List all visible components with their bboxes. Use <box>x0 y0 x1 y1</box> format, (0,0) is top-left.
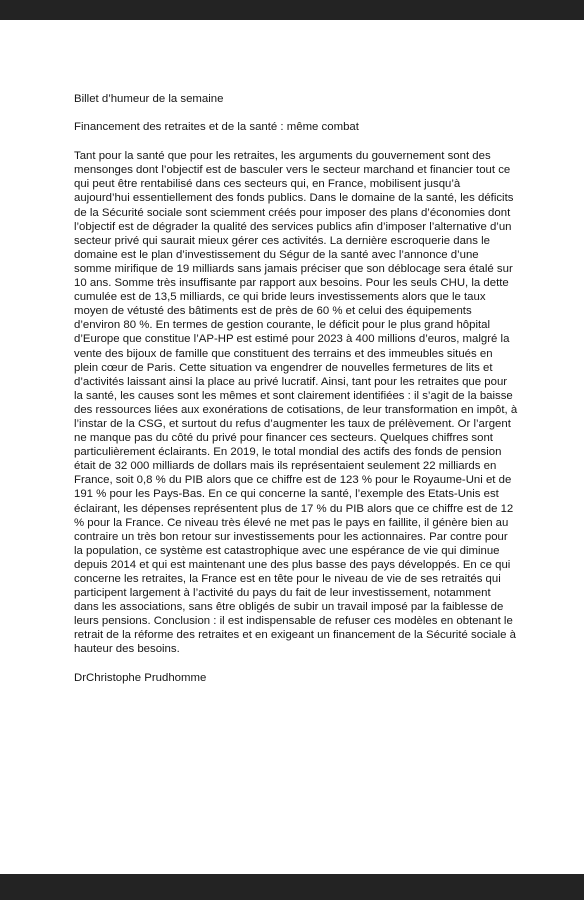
bottom-bar <box>0 874 584 900</box>
document-heading: Billet d’humeur de la semaine <box>74 93 224 105</box>
document-signature: DrChristophe Prudhomme <box>74 671 207 684</box>
document-body: Tant pour la santé que pour les retraites, les arguments du gouvernement sont des mensonges dont l’objectif est de basculer vers le secteur marchand et financier tout ce qui peut être rentabilisé dans ces secteurs qui, en France, mobilisent jusqu’à aujourd’hui essentiellement des fonds publics. Dans le domaine de la santé, les déficits de la Sécurité sociale sont sciemment créés pour imposer des plans d’économies dont l’objectif est de dégrader la qualité des services publics afin d’imposer l’alternative d’un secteur privé qui saurait mieux gérer ces activités. La dernière escroquerie dans le domaine est le plan d’investissement du Ségur de la santé avec l’annonce d’une somme mirifique de 19 milliards sans jamais préciser que son déblocage sera étalé sur 10 ans. Somme très insuffisante par rapport aux besoins. Pour les seuls CHU, la dette cumulée est de 13,5 milliards, ce qui bride leurs investissements alors que le taux moyen de vétusté des bâtiments est de près de 60 % et celui des équipements d’environ 80 %. En termes de gestion courante, le déficit pour le plus grand hôpital d’Europe que constitue l’AP-HP est estimé pour 2023 à 400 millions d’euros, malgré la vente des bijoux de famille que constituent des terrains et des immeubles situés en plein cœur de Paris. Cette situation va engendrer de nouvelles fermetures de lits et d’activités laissant ainsi la place au privé lucratif. Ainsi, tant pour les retraites que pour la santé, les causes sont les mêmes et sont clairement identifiées : il s’agit de la baisse des ressources liées aux exonérations de cotisations, de leur transformation en impôt, à l’instar de la CSG, et surtout du refus d’augmenter les taux de prélèvement. Or l’argent ne manque pas du côté du privé pour financer ces secteurs. Quelques chiffres sont particulièrement éclairants. En 2019, le total mondial des actifs des fonds de pension était de 32 000 milliards de dollars mais ils représentaient seulement 22 milliards en France, soit 0,8 % du PIB alors que ce chiffre est de 123 % pour le Royaume-Uni et de 191 % pour les Pays-Bas. En ce qui concerne la santé, l’exemple des Etats-Unis est éclairant, les dépenses représentent plus de 17 % du PIB alors que ce chiffre est de 12 % pour la France. Ce niveau très élevé ne met pas le pays en faillite, il génère bien au contraire un très bon retour sur investissements pour les actionnaires. Par contre pour la population, ce système est catastrophique avec une espérance de vie qui diminue depuis 2014 et qui est maintenant une des plus basse des pays développés. En ce qui concerne les retraites, la France est en tête pour le niveau de vie de ses retraités qui participent largement à l’activité du pays du fait de leur investissement, notamment dans les associations, sans être obligés de subir un travail imposé par la faiblesse de leurs pensions. Conclusion : il est indispensable de refuser ces modèles en obtenant le retrait de la réforme des retraites et en exigeant un financement de la Sécurité sociale à hauteur des besoins. <box>74 150 518 656</box>
top-bar <box>0 0 584 20</box>
document-page <box>74 92 518 685</box>
document-subtitle: Financement des retraites et de la santé : même combat <box>74 121 359 134</box>
